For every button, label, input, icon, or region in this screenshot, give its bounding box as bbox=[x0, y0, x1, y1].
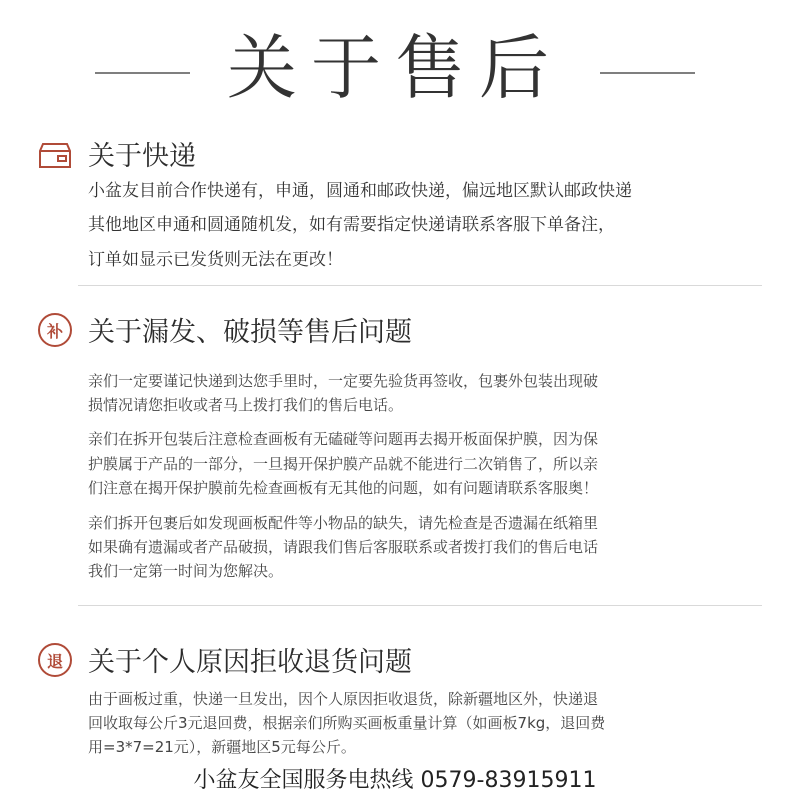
paragraph-line: 护膜属于产品的一部分，一旦揭开保护膜产品就不能进行二次销售了，所以亲 bbox=[88, 455, 599, 473]
paragraph-line: 们注意在揭开保护膜前先检查画板有无其他的问题，如有问题请联系客服奥！ bbox=[88, 479, 599, 497]
paragraph-line: 亲们一定要谨记快递到达您手里时，一定要先验货再签收，包裹外包装出现破 bbox=[88, 372, 599, 390]
box-icon bbox=[38, 140, 72, 174]
section-title: 关于快递 bbox=[88, 141, 196, 172]
seal-bu-icon: 补 bbox=[38, 313, 72, 347]
section-title: 关于漏发、破损等售后问题 bbox=[88, 317, 412, 348]
paragraph-line: 亲们在拆开包装后注意检查画板有无磕碰等问题再去揭开板面保护膜，因为保 bbox=[88, 430, 599, 448]
page-header bbox=[0, 22, 790, 112]
paragraph-line: 我们一定第一时间为您解决。 bbox=[88, 562, 284, 580]
paragraph-line: 亲们拆开包裹后如发现画板配件等小物品的缺失，请先检查是否遗漏在纸箱里 bbox=[88, 514, 599, 532]
service-hotline: 小盆友全国服务电热线 0579-83915911 bbox=[193, 768, 597, 793]
paragraph-line: 由于画板过重，快递一旦发出，因个人原因拒收退货，除新疆地区外，快递退 bbox=[88, 690, 599, 708]
seal-tui-icon: 退 bbox=[38, 643, 72, 677]
paragraph-line: 如果确有遗漏或者产品破损，请跟我们售后客服联系或者拨打我们的售后电话 bbox=[88, 538, 599, 556]
section-divider bbox=[78, 285, 762, 286]
page-title: 关于售后 bbox=[227, 27, 563, 109]
paragraph-line: 损情况请您拒收或者马上拨打我们的售后电话。 bbox=[88, 396, 404, 414]
paragraph-line: 小盆友目前合作快递有，申通，圆通和邮政快递，偏远地区默认邮政快递 bbox=[88, 181, 632, 201]
paragraph-line: 用=3*7=21元），新疆地区5元每公斤。 bbox=[88, 738, 356, 756]
paragraph-line: 订单如显示已发货则无法在更改！ bbox=[88, 250, 343, 270]
paragraph-line: 回收取每公斤3元退回费，根据亲们所购买画板重量计算（如画板7kg，退回费 bbox=[88, 714, 606, 732]
section-title: 关于个人原因拒收退货问题 bbox=[88, 647, 412, 678]
title-right-rule bbox=[600, 72, 695, 74]
paragraph-line: 其他地区申通和圆通随机发，如有需要指定快递请联系客服下单备注， bbox=[88, 215, 615, 235]
section-divider bbox=[78, 605, 762, 606]
